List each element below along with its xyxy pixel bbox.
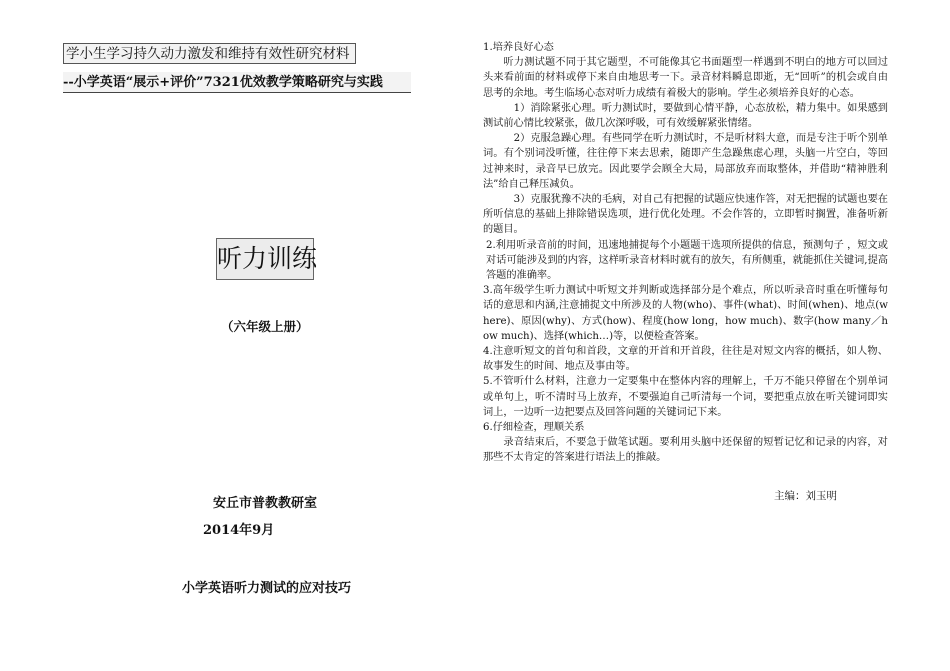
heading-6: 6.仔细检查，理顺关系 xyxy=(483,422,585,434)
paragraph: 3.高年级学生听力测试中听短文并判断或选择部分是个难点，所以听录音时重在听懂每句话的意思和内涵,注意捕捉文中所涉及的人物(who)、事件(what)、时间(when)、地点(where)、原因(why)、方式(how)、程度(how long，how much)、数字(how many／how much)、选择(which…)等，以便检查答案。 xyxy=(483,285,888,342)
cover-subtitle: --小学英语“展示+评价”7321优效教学策略研究与实践 xyxy=(63,72,411,93)
paragraph: 4.注意听短文的首句和首段，文章的开首和开首段，往往是对短文内容的概括，如人物、故事发生的时间、地点及事由等。 xyxy=(483,346,888,373)
organization: 安丘市普教教研室 xyxy=(213,496,318,511)
main-title: 听力训练 xyxy=(216,238,314,280)
paragraph: 3）克服犹豫不决的毛病，对自己有把握的试题应快速作答，对无把握的试题也要在所听信息的基础上排除错误选项，进行优化处理。不会作答的，立即暂时搁置，准备听新的题目。 xyxy=(483,194,888,236)
editor-credit: 主编：刘玉明 xyxy=(774,490,837,502)
grade-label: （六年级上册） xyxy=(221,319,309,334)
paragraph: 1）消除紧张心理。听力测试时，要做到心情平静，心态放松，精力集中。如果感到测试前心情比较紧张，做几次深呼吸，可有效缓解紧张情绪。 xyxy=(483,102,888,130)
publish-date: 2014年9月 xyxy=(203,523,275,538)
section-heading: 小学英语听力测试的应对技巧 xyxy=(182,581,352,596)
paragraph: 2）克服急躁心理。有些同学在听力测试时，不是听材料大意，而是专注于听个别单词。有个别词没听懂，往往停下来去思索，随即产生急躁焦虑心理，头脑一片空白，等回过神来时，录音早已放完。因此要学会顾全大局，局部放弃而取整体，并借助“精神胜利法”给自己释压减负。 xyxy=(483,133,888,190)
paragraph: 录音结束后，不要急于做笔试题。要利用头脑中还保留的短暂记忆和记录的内容，对那些不太肯定的答案进行语法上的推敲。 xyxy=(483,437,888,464)
paragraph: 2.利用听录音前的时间，迅速地捕捉每个小题题干选项所提供的信息，预测句子 ，短文或对话可能涉及到的内容，这样听录音材料时就有的放矢，有所侧重，就能抓住关键词,提高答题的准确率。 xyxy=(486,239,888,282)
paragraph: 听力测试题不同于其它题型，不可能像其它书面题型一样遇到不明白的地方可以回过头来看前面的材料或停下来自由地思考一下。录音材料瞬息即逝，无“回听”的机会或自由思考的余地。考生临场心态对听力成绩有着极大的影响。学生必须培养良好的心态。 xyxy=(483,57,888,99)
paragraph: 5.不管听什么材料，注意力一定要集中在整体内容的理解上，千万不能只停留在个别单词或单句上，听不清时马上放弃，不要强迫自己听清每一个词，要把重点放在听关键词即实词上，一边听一边把要点及回答问题的关键词记下来。 xyxy=(483,376,888,418)
series-title: 学小生学习持久动力激发和维持有效性研究材料 xyxy=(63,43,356,64)
article-body xyxy=(483,40,888,466)
heading-1: 1.培养良好心态 xyxy=(483,42,554,53)
